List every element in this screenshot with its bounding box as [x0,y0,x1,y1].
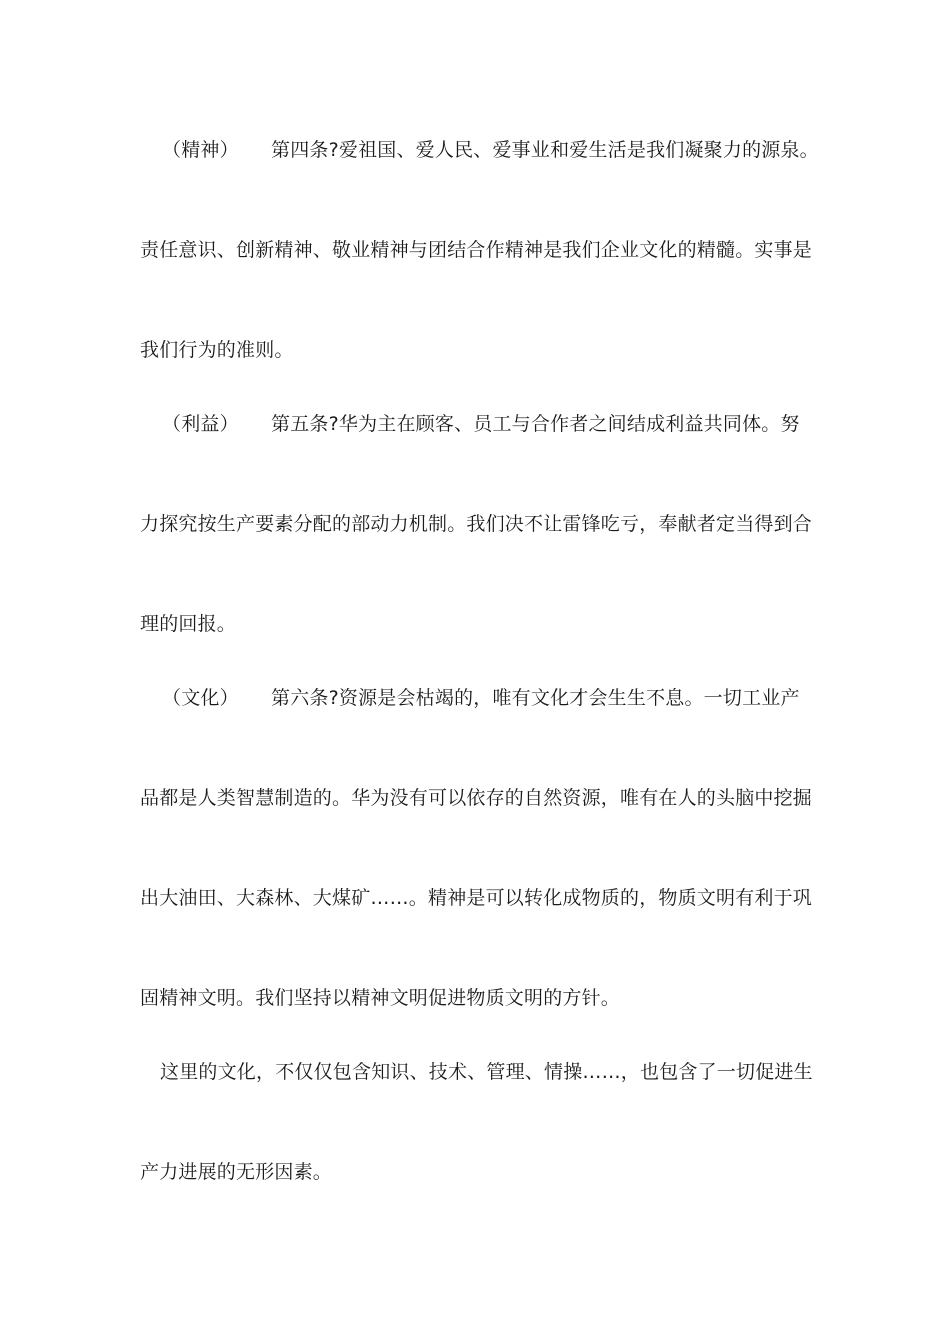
article-6-text: 第六条?资源是会枯竭的，唯有文化才会生生不息。一切工业产 [271,687,800,709]
article-6-line-3: 出大油田、大森林、大煤矿……。精神是可以转化成物质的，物质文明有利于巩 [140,887,813,909]
article-4-label: （精神） [162,139,239,161]
article-5-line-3: 理的回报。 [140,613,237,635]
article-6-line-4: 固精神文明。我们坚持以精神文明促进物质文明的方针。 [140,987,621,1009]
article-5-label: （利益） [162,413,239,435]
article-5-line-2: 力探究按生产要素分配的部动力机制。我们决不让雷锋吃亏，奉献者定当得到合 [140,513,813,535]
note-line-1: 这里的文化，不仅仅包含知识、技术、管理、情操……，也包含了一切促进生 [160,1061,813,1083]
article-4-line-2: 责任意识、创新精神、敬业精神与团结合作精神是我们企业文化的精髓。实事是 [140,239,813,261]
article-6-line-2: 品都是人类智慧制造的。华为没有可以依存的自然资源，唯有在人的头脑中挖掘 [140,787,813,809]
article-5-text: 第五条?华为主在顾客、员工与合作者之间结成利益共同体。努 [271,413,800,435]
article-4-text: 第四条?爱祖国、爱人民、爱事业和爱生活是我们凝聚力的源泉。 [271,139,819,161]
article-6-label: （文化） [162,687,239,709]
article-4-line-3: 我们行为的准则。 [140,339,294,361]
note-line-2: 产力进展的无形因素。 [140,1161,333,1183]
